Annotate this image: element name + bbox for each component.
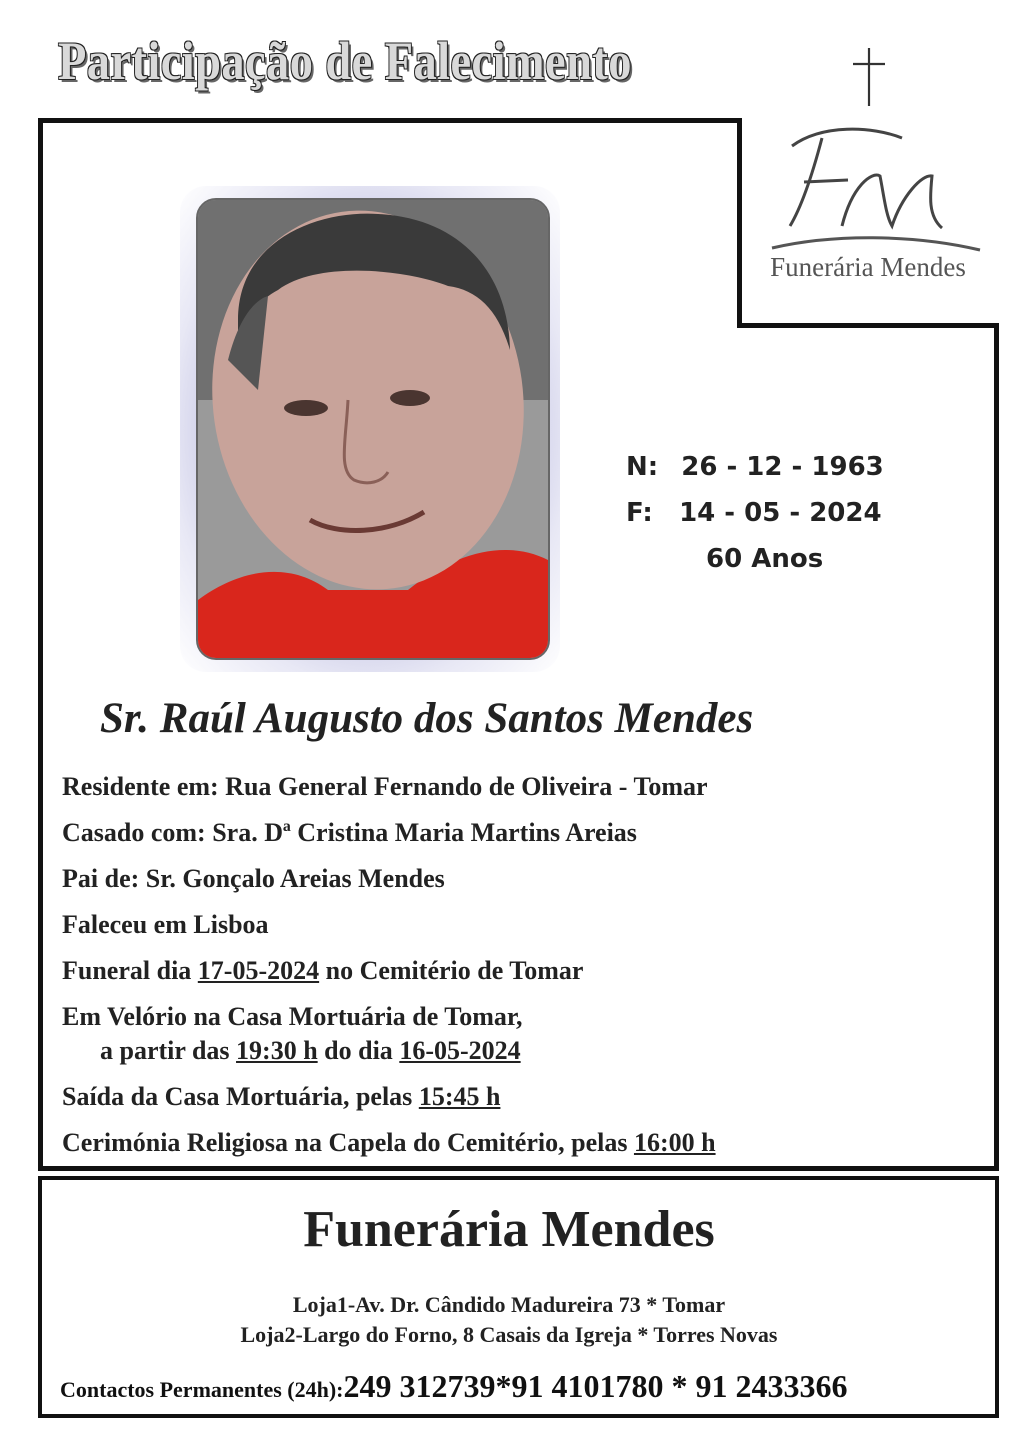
footer-box-top <box>38 1176 999 1180</box>
frame-top-left <box>38 118 742 123</box>
deceased-photo <box>196 198 550 660</box>
wake-line-2 <box>100 1036 521 1066</box>
death-date: 14 - 05 - 2024 <box>679 498 882 528</box>
footer-box-bottom <box>38 1414 999 1418</box>
wake-line-1: Em Velório na Casa Mortuária de Tomar, <box>62 1002 523 1031</box>
funeral-suffix: no Cemitério de Tomar <box>319 956 584 985</box>
frame-right <box>994 323 999 1171</box>
company-name: Funerária Mendes <box>303 1201 715 1258</box>
ceremony-prefix: Cerimónia Religiosa na Capela do Cemitério, pelas <box>62 1128 634 1157</box>
frame-notch-horizontal <box>737 323 999 328</box>
cross-icon <box>849 46 889 108</box>
funeral-line <box>62 956 583 986</box>
frame-middle-divider <box>38 1166 999 1171</box>
father-line: Pai de: Sr. Gonçalo Areias Mendes <box>62 864 445 893</box>
contacts-label: Contactos Permanentes (24h): <box>60 1377 344 1402</box>
contacts-line <box>60 1368 848 1405</box>
frame-notch-vertical <box>737 118 742 328</box>
deceased-name: Sr. Raúl Augusto dos Santos Mendes <box>100 695 754 742</box>
ceremony-line <box>62 1128 716 1158</box>
age-row <box>626 544 896 590</box>
logo-name: Funerária Mendes <box>770 252 966 282</box>
funeral-date: 17-05-2024 <box>197 956 320 985</box>
wake-time: 19:30 h <box>236 1036 318 1065</box>
birth-date: 26 - 12 - 1963 <box>681 452 884 482</box>
store-2-address: Loja2-Largo do Forno, 8 Casais da Igreja * Torres Novas <box>240 1322 778 1347</box>
wake-mid: do dia <box>317 1036 400 1065</box>
death-label: F: <box>626 498 653 528</box>
page-title: Participação de Falecimento <box>58 31 632 91</box>
spouse-line: Casado com: Sra. Dª Cristina Maria Martins Areias <box>62 818 637 847</box>
death-row <box>626 498 896 544</box>
frame-left <box>38 118 43 1171</box>
wake-prefix: a partir das <box>100 1036 237 1065</box>
store-1-address: Loja1-Av. Dr. Cândido Madureira 73 * Tomar <box>292 1292 726 1317</box>
birth-label: N: <box>626 452 659 482</box>
residence-line: Residente em: Rua General Fernando de Oliveira - Tomar <box>62 772 708 801</box>
dates-block <box>626 452 896 590</box>
ceremony-time: 16:00 h <box>633 1128 716 1157</box>
funeral-prefix: Funeral dia <box>62 956 198 985</box>
age: 60 Anos <box>706 544 824 574</box>
died-in-line: Faleceu em Lisboa <box>62 910 269 939</box>
contacts-numbers: 249 312739*91 4101780 * 91 2433366 <box>343 1368 848 1404</box>
departure-line <box>62 1082 500 1112</box>
birth-row <box>626 452 896 498</box>
wake-date: 16-05-2024 <box>399 1036 521 1065</box>
departure-time: 15:45 h <box>418 1082 501 1111</box>
departure-prefix: Saída da Casa Mortuária, pelas <box>62 1082 419 1111</box>
